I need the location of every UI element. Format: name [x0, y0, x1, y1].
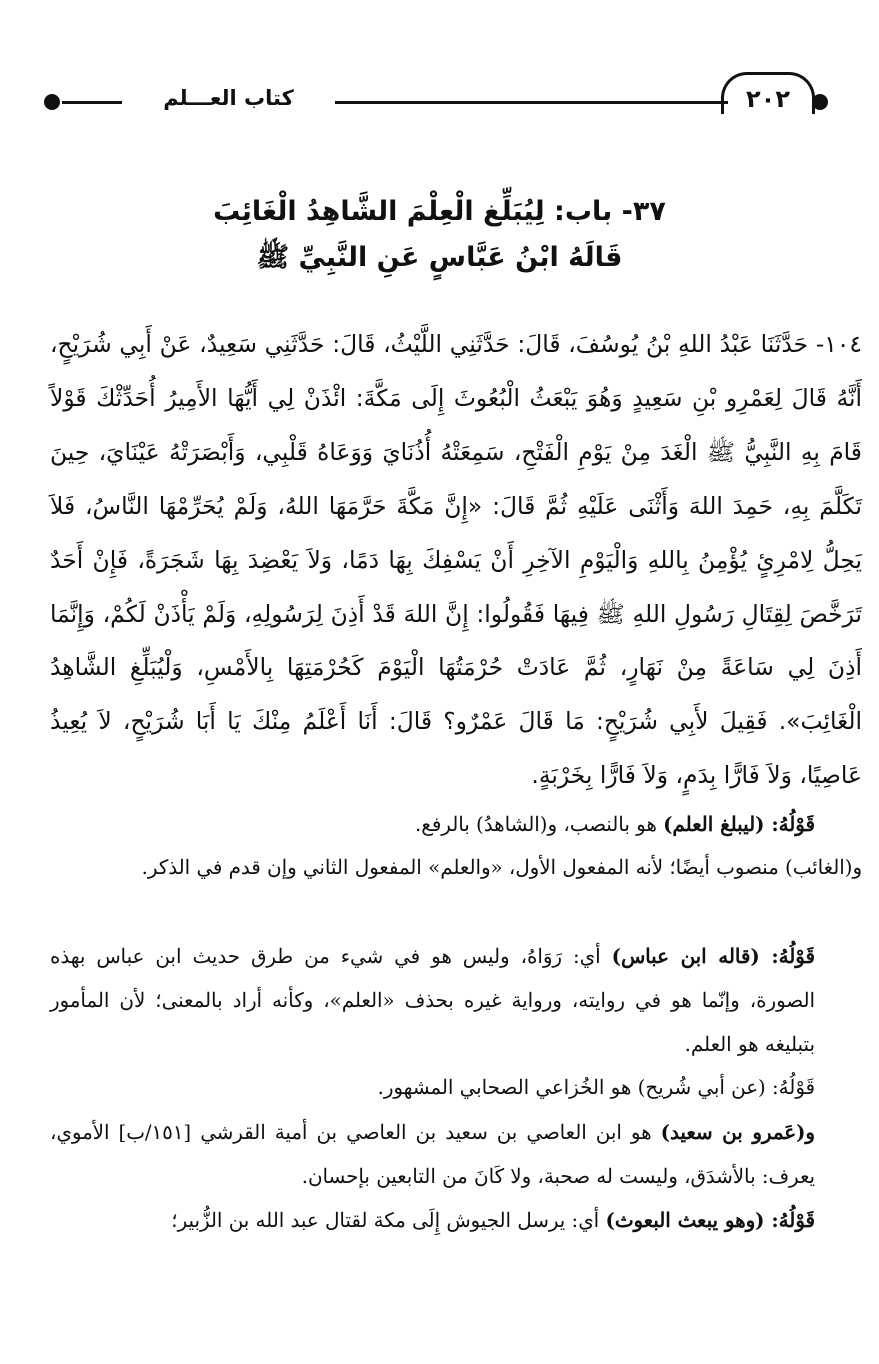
commentary-paragraph — [50, 846, 862, 890]
commentary-paragraph — [50, 1110, 815, 1199]
commentary-lead: و(عَمرو بن سعيد) — [660, 1120, 815, 1144]
commentary-paragraph — [50, 1066, 815, 1110]
commentary-paragraph — [50, 802, 815, 847]
running-header-title: كتاب العـــلم — [163, 86, 294, 110]
commentary-body: منصوب أيضًا؛ لأنه المفعول الأول، «والعلم» المفعول الثاني وإن قدم في الذكر. — [141, 856, 785, 879]
commentary-lead: قَوْلُهُ: (قاله ابن عباس) — [611, 944, 815, 968]
header-rule-right — [335, 101, 728, 104]
commentary-body: أي: رَوَاهُ، وليس هو في شيء من طرق حديث ابن عباس بهذه الصورة، وإنّما هو في روايته، ورواية غيره بحذف «العلم»، وكأنه أراد بالمعنى؛ لأن المأمور بتبليغه هو العلم. — [50, 945, 815, 1056]
commentary-lead: قَوْلُهُ: (عن أبي شُريح) — [637, 1076, 815, 1099]
commentary-body: هو بالنصب، و(الشاهدُ) بالرفع. — [415, 813, 664, 836]
header-rule-left — [62, 101, 122, 104]
header-ornament-dot-left — [44, 94, 60, 110]
chapter-title: ٣٧- باب: لِيُبَلِّغ الْعِلْمَ الشَّاهِدُ الْغَائِبَ — [213, 196, 666, 227]
commentary-body: أي: يرسل الجيوش إِلَى مكة لقتال عبد الله بن الزُّبير؛ — [171, 1209, 606, 1232]
commentary-paragraph — [50, 1198, 815, 1243]
commentary-body: هو ابن العاصي بن سعيد بن العاصي بن أمية القرشي [١٥١/ب] الأموي، يعرف: بالأشدَق، وليست له صحبة، ولا كَانَ من التابعين بإحسان. — [50, 1121, 815, 1188]
commentary-lead: و(الغائب) — [784, 856, 862, 879]
commentary-body: هو الخُزاعي الصحابي المشهور. — [377, 1076, 638, 1099]
commentary-lead: قَوْلُهُ: (وهو يبعث البعوث) — [605, 1208, 815, 1232]
chapter-subtitle: قَالَهُ ابْنُ عَبَّاسٍ عَنِ النَّبِيِّ ﷺ — [256, 242, 623, 273]
commentary-paragraph — [50, 934, 815, 1067]
commentary-lead: قَوْلُهُ: (ليبلغ العلم) — [663, 812, 815, 836]
page-number: ٢٠٢ — [721, 72, 815, 114]
hadith-text: ١٠٤- حَدَّثَنَا عَبْدُ اللهِ بْنُ يُوسُفَ، قَالَ: حَدَّثَنِي اللَّيْثُ، قَالَ: حَدَّثَنِي سَعِيدٌ، عَنْ أَبِي شُرَيْحٍ، أَنَّهُ قَالَ لِعَمْرِو بْنِ سَعِيدٍ وَهُوَ يَبْعَثُ الْبُعُوثَ إِلَى مَكَّةَ: ائْذَنْ لِي أَيُّهَا الأَمِيرُ أُحَدِّثْكَ قَوْلاً قَامَ بِهِ النَّبِيُّ ﷺ الْغَدَ مِنْ يَوْمِ الْفَتْحِ، سَمِعَتْهُ أُذُنَايَ وَوَعَاهُ قَلْبِي، وَأَبْصَرَتْهُ عَيْنَايَ، حِينَ تَكَلَّمَ بِهِ، حَمِدَ اللهَ وَأَثْنَى عَلَيْهِ ثُمَّ قَالَ: «إِنَّ مَكَّةَ حَرَّمَهَا اللهُ، وَلَمْ يُحَرِّمْهَا النَّاسُ، فَلاَ يَحِلُّ لِامْرِئٍ يُؤْمِنُ بِاللهِ وَالْيَوْمِ الآخِرِ أَنْ يَسْفِكَ بِهَا دَمًا، وَلاَ يَعْضِدَ بِهَا شَجَرَةً، فَإِنْ أَحَدٌ تَرَخَّصَ لِقِتَالِ رَسُولِ اللهِ ﷺ فِيهَا فَقُولُوا: إِنَّ اللهَ قَدْ أَذِنَ لِرَسُولِهِ، وَلَمْ يَأْذَنْ لَكُمْ، وَإِنَّمَا أَذِنَ لِي سَاعَةً مِنْ نَهَارٍ، ثُمَّ عَادَتْ حُرْمَتُهَا الْيَوْمَ كَحُرْمَتِهَا بِالأَمْسِ، وَلْيُبَلِّغِ الشَّاهِدُ الْغَائِبَ». فَقِيلَ لأَبِي شُرَيْحٍ: مَا قَالَ عَمْرٌو؟ قَالَ: أَنَا أَعْلَمُ مِنْكَ يَا أَبَا شُرَيْحٍ، لاَ يُعِيذُ عَاصِيًا، وَلاَ فَارًّا بِدَمٍ، وَلاَ فَارًّا بِخَرْبَةٍ. — [50, 330, 862, 790]
